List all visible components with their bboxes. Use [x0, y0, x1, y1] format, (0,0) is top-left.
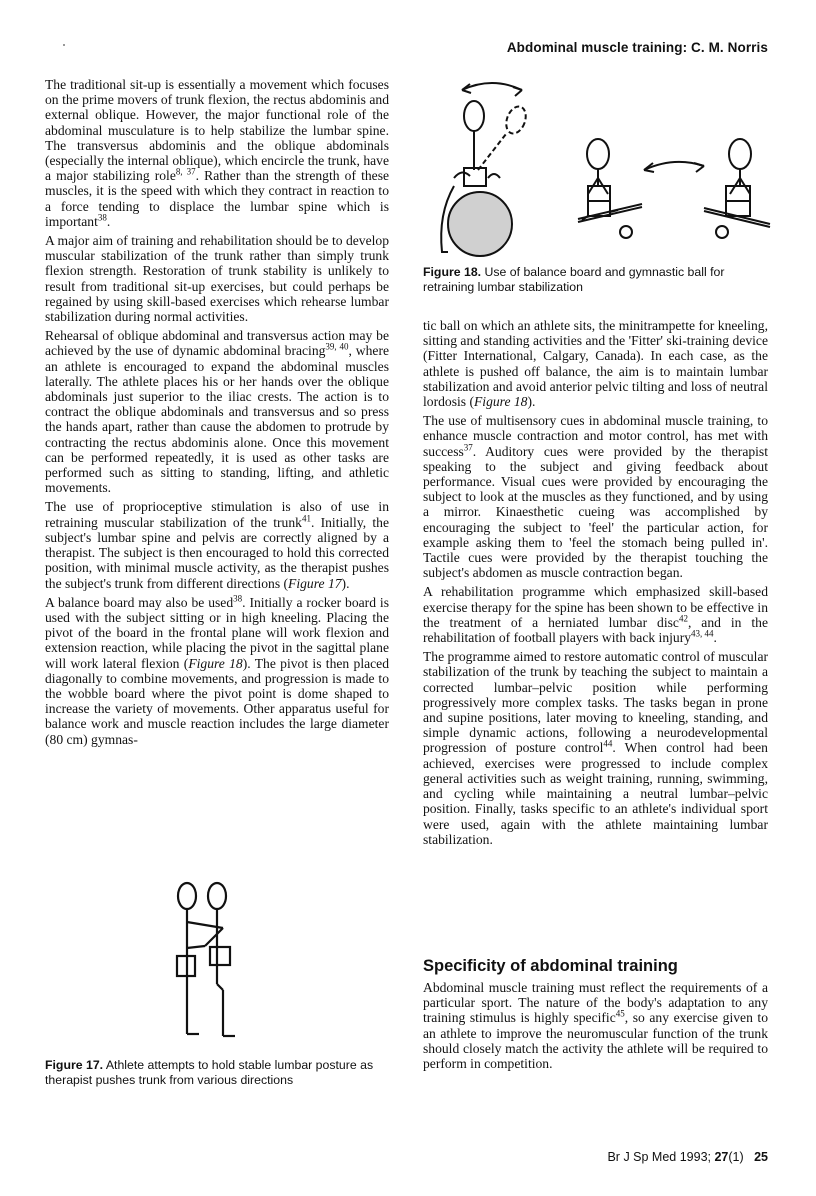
- page-number: 25: [754, 1150, 768, 1164]
- figure-reference: Figure 18: [473, 394, 528, 410]
- paragraph: tic ball on which an athlete sits, the minitrampette for kneeling, sitting and standing activities and the 'Fitter' ski-training device (Fitter International, Calgary, Canada). In each case, as the athlete is pushed off balance, the aim is to maintain lumbar stabilization and avoid anterior pelvic tilting and loss of neutral lordosis (Figure 18).: [423, 318, 768, 410]
- paragraph: A balance board may also be used$^{38}$. Initially a rocker board is used with the subject sitting or in high kneeling. Placing the pivot of the board in the frontal plane will work flexion and extension reaction, while placing the pivot in the sagittal plane will work lateral flexion (Figure 18). The pivot is then placed diagonally to combine movements, and progression is made to the wobble board where the pivot point is dome shaped to increase the variety of movements. Other apparatus useful for balance work and muscle reaction includes the large diameter (80 cm) gymnas-: [45, 593, 390, 747]
- figure-18-caption: Figure 18. Use of balance board and gymnastic ball for retraining lumbar stabilization: [423, 265, 725, 294]
- scan-speck: [63, 44, 65, 46]
- left-column: [45, 77, 389, 751]
- figure-reference: Figure 17: [288, 575, 342, 591]
- paragraph: A major aim of training and rehabilitation should be to develop muscular stabilization of the trunk rather than simply trunk flexion strength. Restoration of trunk stability is unlikely to result from traditional sit-up exercises, but could perhaps be regained by using skill-based exercises which rehearse lumbar stabilization during normal activities.: [45, 233, 389, 325]
- paragraph: The traditional sit-up is essentially a movement which focuses on the prime movers of trunk flexion, the rectus abdominis and external oblique. However, the major functional role of the abdominal musculature is to help stabilize the lumbar spine. The transversus abdominis and the oblique abdominals (especially the internal oblique), which encircle the trunk, have a major stabilizing role$^{8, 37}$. Rather than the strength of these muscles, it is the speed with which they contract in reaction to a force tending to displace the lumbar spine which is important$^{38}$.: [45, 77, 390, 229]
- figure-reference: Figure 18: [188, 655, 243, 671]
- figure-18-illustration: [418, 74, 778, 260]
- right-column: [423, 318, 768, 851]
- paragraph: The programme aimed to restore automatic control of muscular stabilization of the trunk by teaching the subject to maintain a corrected lumbar–pelvic position while performing progressively more complex tasks. The tasks began in prone and supine positions, later moving to kneeling, standing, and simple dynamic actions, following a neurodevelopmental progression of posture control$^{44}$. When control had been achieved, exercises were progressed to include complex general activities such as weight training, running, swimming, and cycling while maintaining a neutral lumbar–pelvic position. Finally, tasks specific to an athlete's individual sport were used, again with the athlete maintaining lumbar stabilization.: [423, 649, 769, 847]
- paragraph: A rehabilitation programme which emphasized skill-based exercise therapy for the spine has been shown to be effective in the treatment of a herniated lumbar disc$^{42}$, and in the rehabilitation of football players with back injury$^{43, 44}$.: [423, 584, 768, 646]
- running-header: Abdominal muscle training: C. M. Norris: [506, 40, 768, 55]
- section-heading: Specificity of abdominal training: [423, 957, 678, 975]
- figure-17-illustration: [165, 876, 245, 1044]
- paragraph: The use of proprioceptive stimulation is also of use in retraining muscular stabilization of the trunk$^{41}$. Initially, the subject's lumbar spine and pelvis are correctly aligned by a therapist. The subject is then encouraged to hold this corrected position, with minimal muscle activity, as the therapist pushes the subject's trunk from different directions (Figure 17).: [45, 499, 389, 591]
- page-footer: Br J Sp Med 1993; 27(1) 25: [607, 1150, 768, 1164]
- section-body: [423, 980, 768, 1075]
- paragraph: The use of multisensory cues in abdominal muscle training, to enhance muscle contraction and motor control, has met with success$^{37}$. Auditory cues were provided by the therapist speaking to the subject and giving feedback about performance. Visual cues were provided by encouraging the subject to look at the muscles as they functioned, and by using a mirror. Kinaesthetic cueing was accomplished by encouraging the subject to 'feel' the particular action, for example asking them to 'feel the stomach being pulled in'. Tactile cues were provided by the therapist touching the subject's abdomen as muscle contraction began.: [423, 413, 768, 581]
- paragraph: Abdominal muscle training must reflect the requirements of a particular sport. The nature of the body's adaptation to any training stimulus is highly specific$^{45}$, so any exercise given to an athlete to improve the neuromuscular function of the trunk should closely match the activity the athlete will be required to perform in competition.: [423, 980, 769, 1072]
- paragraph: Rehearsal of oblique abdominal and transversus action may be achieved by the use of dynamic abdominal bracing$^{39, 40}$, where an athlete is encouraged to expand the abdominal muscles laterally. The athlete places his or her hands over the oblique abdominals just superior to the iliac crests. The action is to contract the oblique abdominals and transversus and so press the hands apart, rather than cause the abdomen to protrude by contracting the rectus abdominis alone. Once this movement can be performed repeatedly, it is used as other tasks are performed such as sitting to standing, lifting, and athletic movements.: [45, 328, 390, 496]
- figure-17-caption: Figure 17. Athlete attempts to hold stable lumbar posture as therapist pushes trunk from various directions: [45, 1058, 374, 1087]
